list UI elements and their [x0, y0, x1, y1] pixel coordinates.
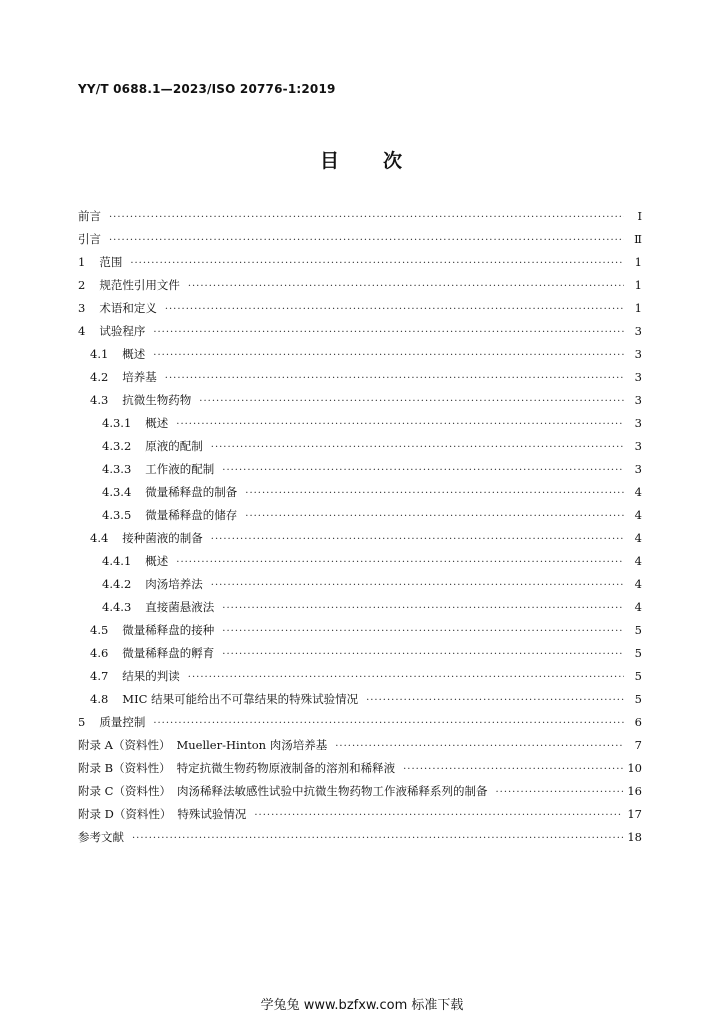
dot-leader — [188, 666, 624, 689]
dot-leader — [188, 275, 624, 298]
toc-entry-number: 附录 B（资料性） — [78, 761, 171, 775]
toc-entry-number: 4.3.5 — [102, 508, 132, 522]
toc-entry-number: 2 — [78, 278, 86, 292]
toc-entry-page: 10 — [627, 761, 642, 775]
toc-entry-page: 4 — [634, 600, 642, 614]
toc-entry-number: 3 — [78, 301, 86, 315]
toc-entry-label: 肉汤培养法 — [145, 577, 203, 591]
dot-leader — [222, 597, 624, 620]
toc-entry-number: 附录 C（资料性） — [78, 784, 171, 798]
dot-leader — [176, 551, 624, 574]
toc-entry-label: 试验程序 — [99, 324, 146, 338]
dot-leader — [153, 321, 624, 344]
toc-entry-label: 概述 — [145, 554, 169, 568]
dot-leader — [130, 252, 624, 275]
title-char-2: 次 — [383, 150, 405, 172]
toc-entry[interactable] — [78, 412, 642, 435]
toc-entry[interactable] — [78, 297, 642, 320]
toc-entry[interactable] — [78, 228, 642, 251]
toc-entry-label: 原液的配制 — [145, 439, 203, 453]
toc-entry-page: 4 — [634, 531, 642, 545]
toc-entry[interactable] — [78, 435, 642, 458]
toc-entry-page: 6 — [634, 715, 642, 729]
toc-entry-page: 3 — [634, 370, 642, 384]
toc-entry[interactable] — [78, 343, 642, 366]
toc-entry-number: 参考文献 — [78, 830, 124, 844]
dot-leader — [335, 735, 624, 758]
toc-entry-page: 3 — [634, 439, 642, 453]
dot-leader — [153, 712, 624, 735]
toc-entry-label: MIC 结果可能给出不可靠结果的特殊试验情况 — [122, 692, 359, 706]
dot-leader — [199, 390, 624, 413]
toc-entry[interactable] — [78, 688, 642, 711]
dot-leader — [211, 528, 624, 551]
toc-entry-page: 3 — [634, 416, 642, 430]
toc-entry-label: 抗微生物药物 — [122, 393, 192, 407]
footer-watermark: 学兔兔 www.bzfxw.com 标准下载 — [260, 998, 464, 1013]
toc-entry-label: 肉汤稀释法敏感性试验中抗微生物药物工作液稀释系列的制备 — [176, 784, 488, 798]
dot-leader — [153, 344, 624, 367]
toc-entry-number: 5 — [78, 715, 86, 729]
toc-entry-page: 3 — [634, 462, 642, 476]
toc-entry-number: 4.3.1 — [102, 416, 132, 430]
toc-entry-label: 工作液的配制 — [145, 462, 215, 476]
toc-entry-number: 4.7 — [90, 669, 109, 683]
toc-entry-label: 范围 — [99, 255, 123, 269]
dot-leader — [366, 689, 624, 712]
toc-entry[interactable] — [78, 711, 642, 734]
toc-entry[interactable] — [78, 527, 642, 550]
toc-entry-page: Ⅱ — [634, 232, 642, 246]
toc-entry-number: 4.4.3 — [102, 600, 132, 614]
dot-leader — [211, 574, 624, 597]
toc-entry[interactable] — [78, 642, 642, 665]
toc-entry-label: 微量稀释盘的制备 — [145, 485, 238, 499]
toc-entry-page: 5 — [634, 623, 642, 637]
toc-entry-number: 附录 D（资料性） — [78, 807, 172, 821]
dot-leader — [222, 643, 624, 666]
toc-entry-number: 4.3 — [90, 393, 109, 407]
toc-entry-page: 7 — [634, 738, 642, 752]
toc-entry-page: 18 — [627, 830, 642, 844]
dot-leader — [109, 206, 624, 229]
toc-entry-label: 结果的判读 — [122, 669, 180, 683]
title-char-1: 目 — [319, 150, 341, 172]
toc-entry-label: 直接菌悬液法 — [145, 600, 215, 614]
dot-leader — [176, 413, 624, 436]
toc-entry-label: 概述 — [122, 347, 146, 361]
toc-entry-number: 4 — [78, 324, 86, 338]
toc-entry[interactable] — [78, 596, 642, 619]
toc-entry[interactable] — [78, 550, 642, 573]
dot-leader — [132, 827, 623, 850]
toc-entry-page: 4 — [634, 554, 642, 568]
toc-entry-label: 特定抗微生物药物原液制备的溶剂和稀释液 — [176, 761, 396, 775]
toc-entry-page: 5 — [634, 692, 642, 706]
toc-entry-number: 引言 — [78, 232, 101, 246]
toc-entry[interactable] — [78, 481, 642, 504]
toc-entry[interactable] — [78, 251, 642, 274]
toc-entry-number: 4.2 — [90, 370, 109, 384]
dot-leader — [245, 505, 624, 528]
page-title — [0, 146, 724, 173]
toc-entry-page: 5 — [634, 646, 642, 660]
table-of-contents — [78, 205, 642, 849]
toc-entry-page: 3 — [634, 347, 642, 361]
toc-entry-number: 4.3.3 — [102, 462, 132, 476]
toc-entry[interactable] — [78, 366, 642, 389]
toc-entry-number: 4.6 — [90, 646, 109, 660]
toc-entry-number: 4.5 — [90, 623, 109, 637]
toc-entry[interactable] — [78, 665, 642, 688]
dot-leader — [245, 482, 624, 505]
toc-entry[interactable] — [78, 458, 642, 481]
toc-entry-page: 4 — [634, 577, 642, 591]
toc-entry-label: 概述 — [145, 416, 169, 430]
toc-entry-number: 4.4 — [90, 531, 109, 545]
dot-leader — [165, 367, 624, 390]
toc-entry[interactable] — [78, 803, 642, 826]
dot-leader — [403, 758, 623, 781]
dot-leader — [165, 298, 624, 321]
toc-entry-number: 前言 — [78, 209, 101, 223]
standard-code: YY/T 0688.1—2023/ISO 20776-1:2019 — [78, 82, 336, 96]
toc-entry-page: 1 — [634, 278, 642, 292]
toc-entry-number: 4.4.2 — [102, 577, 132, 591]
toc-entry-number: 4.8 — [90, 692, 109, 706]
dot-leader — [254, 804, 623, 827]
toc-entry-page: 4 — [634, 508, 642, 522]
toc-entry-label: 微量稀释盘的孵育 — [122, 646, 215, 660]
toc-entry-page: 3 — [634, 324, 642, 338]
toc-entry-label: 培养基 — [122, 370, 157, 384]
dot-leader — [222, 620, 624, 643]
toc-entry-label: 微量稀释盘的接种 — [122, 623, 215, 637]
dot-leader — [109, 229, 624, 252]
dot-leader — [211, 436, 624, 459]
toc-entry-number: 4.3.4 — [102, 485, 132, 499]
toc-entry-page: 5 — [634, 669, 642, 683]
toc-entry-label: 术语和定义 — [99, 301, 157, 315]
toc-entry[interactable] — [78, 205, 642, 228]
toc-entry-page: 16 — [627, 784, 642, 798]
toc-entry[interactable] — [78, 619, 642, 642]
toc-entry[interactable] — [78, 780, 642, 803]
toc-entry[interactable] — [78, 274, 642, 297]
toc-entry-number: 附录 A（资料性） — [78, 738, 171, 752]
toc-entry[interactable] — [78, 389, 642, 412]
toc-entry-number: 4.1 — [90, 347, 109, 361]
toc-entry-number: 1 — [78, 255, 86, 269]
toc-entry-label: 微量稀释盘的储存 — [145, 508, 238, 522]
toc-entry[interactable] — [78, 573, 642, 596]
toc-entry-label: 接种菌液的制备 — [122, 531, 203, 545]
toc-entry-page: 1 — [634, 301, 642, 315]
toc-entry[interactable] — [78, 826, 642, 849]
toc-entry-label: Mueller-Hinton 肉汤培养基 — [176, 738, 328, 752]
toc-entry-page: 3 — [634, 393, 642, 407]
toc-entry-label: 规范性引用文件 — [99, 278, 180, 292]
toc-entry-number: 4.4.1 — [102, 554, 132, 568]
toc-entry-page: 1 — [634, 255, 642, 269]
toc-entry-label: 质量控制 — [99, 715, 146, 729]
toc-entry-number: 4.3.2 — [102, 439, 132, 453]
toc-entry[interactable] — [78, 320, 642, 343]
toc-entry-page: 17 — [627, 807, 642, 821]
toc-entry-page: 4 — [634, 485, 642, 499]
toc-entry-page: Ⅰ — [637, 209, 642, 223]
toc-entry-label: 特殊试验情况 — [177, 807, 247, 821]
dot-leader — [495, 781, 623, 804]
toc-entry[interactable] — [78, 504, 642, 527]
toc-entry[interactable] — [78, 734, 642, 757]
dot-leader — [222, 459, 624, 482]
toc-entry[interactable] — [78, 757, 642, 780]
